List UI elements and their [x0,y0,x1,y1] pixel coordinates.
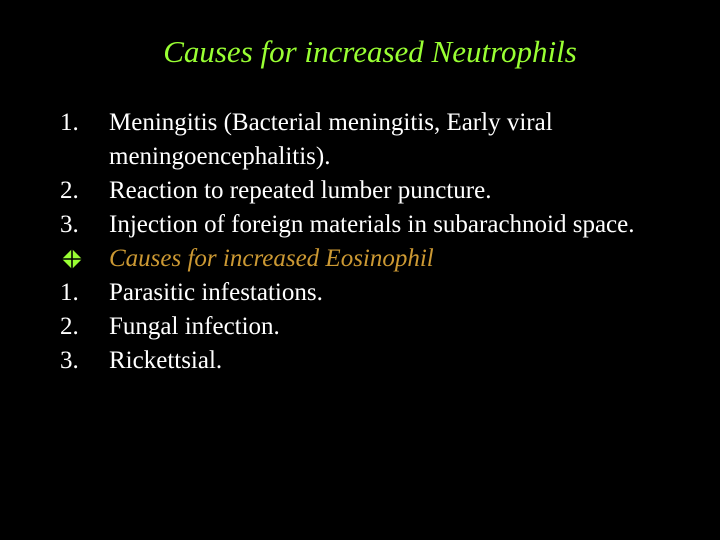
list-item [60,310,700,344]
list-number: 2. [60,177,79,204]
list-number: 2. [60,313,79,340]
list-number: 3. [60,211,79,238]
list-number: 1. [60,109,79,136]
list-item-text: Rickettsial. [109,347,223,374]
list-item [60,344,700,378]
list-item [60,276,700,310]
diamond-bullet-icon [60,242,100,279]
subheading-item [60,242,700,276]
list-item [60,106,700,174]
subheading-text: Causes for increased Eosinophil [109,245,434,272]
slide-title: Causes for increased Neutrophils [163,34,577,69]
list-number: 1. [60,279,79,306]
list-item [60,208,700,242]
list-item-text: Injection of foreign materials in subarachnoid space. [109,211,635,238]
list-number: 3. [60,347,79,374]
list-item-text: Reaction to repeated lumber puncture. [109,177,492,204]
list-item-text: Parasitic infestations. [109,279,323,306]
list-item-text: Meningitis (Bacterial meningitis, Early viral meningoencephalitis). [109,109,553,170]
list-item-text: Fungal infection. [109,313,280,340]
list-item [60,174,700,208]
bullet-list [60,106,700,378]
